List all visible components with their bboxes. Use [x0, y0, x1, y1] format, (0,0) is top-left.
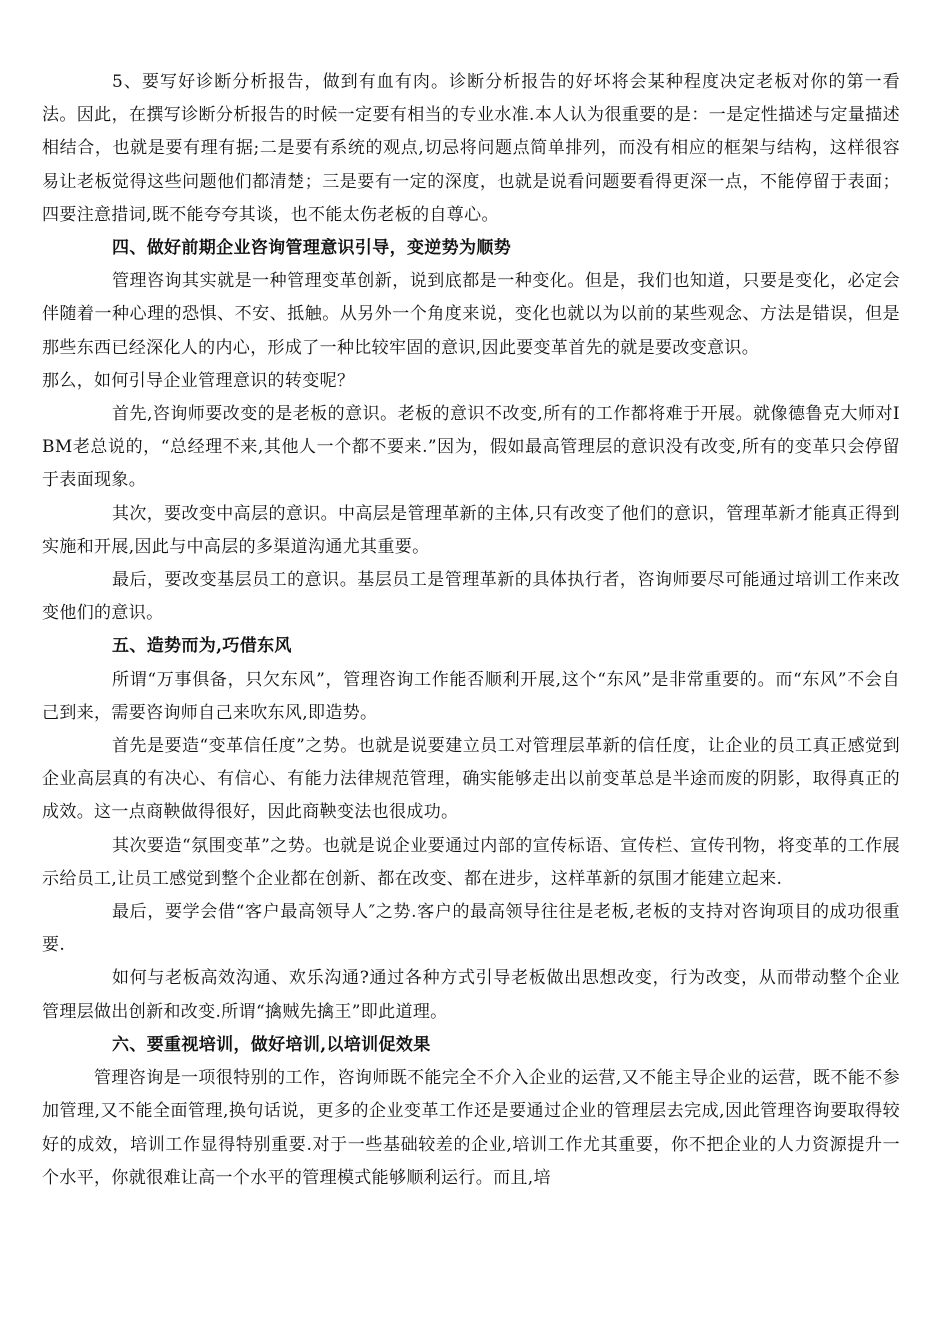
paragraph-atmosphere: 其次要造“氛围变革”之势。也就是说企业要通过内部的宣传标语、宣传栏、宣传刊物，将变革的工作展示给员工,让员工感觉到整个企业都在创新、都在改变、都在进步，这样革新的氛围才能建立起来.	[42, 835, 900, 889]
paragraph-middle-management: 其次，要改变中高层的意识。中高层是管理革新的主体,只有改变了他们的意识，管理革新才能真正得到实施和开展,因此与中高层的多渠道沟通尤其重要。	[42, 503, 900, 557]
paragraph-communication: 如何与老板高效沟通、欢乐沟通?通过各种方式引导老板做出思想改变，行为改变，从而带动整个企业管理层做出创新和改变.所谓“擒贼先擒王”即此道理。	[42, 968, 900, 1022]
paragraph-trust: 首先是要造“变革信任度”之势。也就是说要建立员工对管理层革新的信任度，让企业的员工真正感觉到企业高层真的有决心、有信心、有能力法律规范管理，确实能够走出以前变革总是半途而废的阴影，取得真正的成效。这一点商鞅做得很好，因此商鞅变法也很成功。	[42, 736, 900, 823]
paragraph-top-leader: 最后，要学会借“客户最高领导人″之势.客户的最高领导往往是老板,老板的支持对咨询项目的成功很重要.	[42, 902, 900, 956]
paragraph-question: 那么，如何引导企业管理意识的转变呢？	[42, 370, 355, 391]
paragraph-east-wind: 所谓“万事俱备，只欠东风”，管理咨询工作能否顺利开展,这个“东风”是非常重要的。而“东风”不会自己到来，需要咨询师自己来吹东风,即造势。	[42, 669, 900, 723]
paragraph-training: 管理咨询是一项很特别的工作，咨询师既不能完全不介入企业的运营,又不能主导企业的运营，既不能不参加管理,又不能全面管理,换句话说，更多的企业变革工作还是要通过企业的管理层去完成,因此管理咨询要取得较好的成效，培训工作显得特别重要.对于一些基础较差的企业,培训工作尤其重要，你不把企业的人力资源提升一个水平，你就很难让高一个水平的管理模式能够顺利运行。而且,培	[42, 1068, 900, 1188]
section-heading-4: 四、做好前期企业咨询管理意识引导，变逆势为顺势	[112, 238, 512, 259]
paragraph-boss-awareness: 首先,咨询师要改变的是老板的意识。老板的意识不改变,所有的工作都将难于开展。就像德鲁克大师对IBM老总说的，“总经理不来,其他人一个都不要来.”因为，假如最高管理层的意识没有改变,所有的变革只会停留于表面现象。	[42, 404, 900, 491]
paragraph-base-staff: 最后，要改变基层员工的意识。基层员工是管理革新的具体执行者，咨询师要尽可能通过培训工作来改变他们的意识。	[42, 570, 900, 624]
paragraph-diagnosis-report: 5、要写好诊断分析报告，做到有血有肉。诊断分析报告的好坏将会某种程度决定老板对你的第一看法。因此，在撰写诊断分析报告的时候一定要有相当的专业水准.本人认为很重要的是：一是定性描述与定量描述相结合，也就是要有理有据;二是要有系统的观点,切忌将问题点简单排列，而没有相应的框架与结构，这样很容易让老板觉得这些问题他们都清楚；三是要有一定的深度，也就是说看问题要看得更深一点，不能停留于表面；四要注意措词,既不能夸夸其谈，也不能太伤老板的自尊心。	[42, 72, 900, 225]
section-heading-5: 五、造势而为,巧借东风	[112, 636, 292, 657]
paragraph-change-awareness: 管理咨询其实就是一种管理变革创新，说到底都是一种变化。但是，我们也知道，只要是变化，必定会伴随着一种心理的恐惧、不安、抵触。从另外一个角度来说，变化也就以为以前的某些观念、方法是错误，但是那些东西已经深化人的内心，形成了一种比较牢固的意识,因此要变革首先的就是要改变意识。	[42, 271, 900, 358]
section-heading-6: 六、要重视培训，做好培训,以培训促效果	[112, 1034, 431, 1055]
